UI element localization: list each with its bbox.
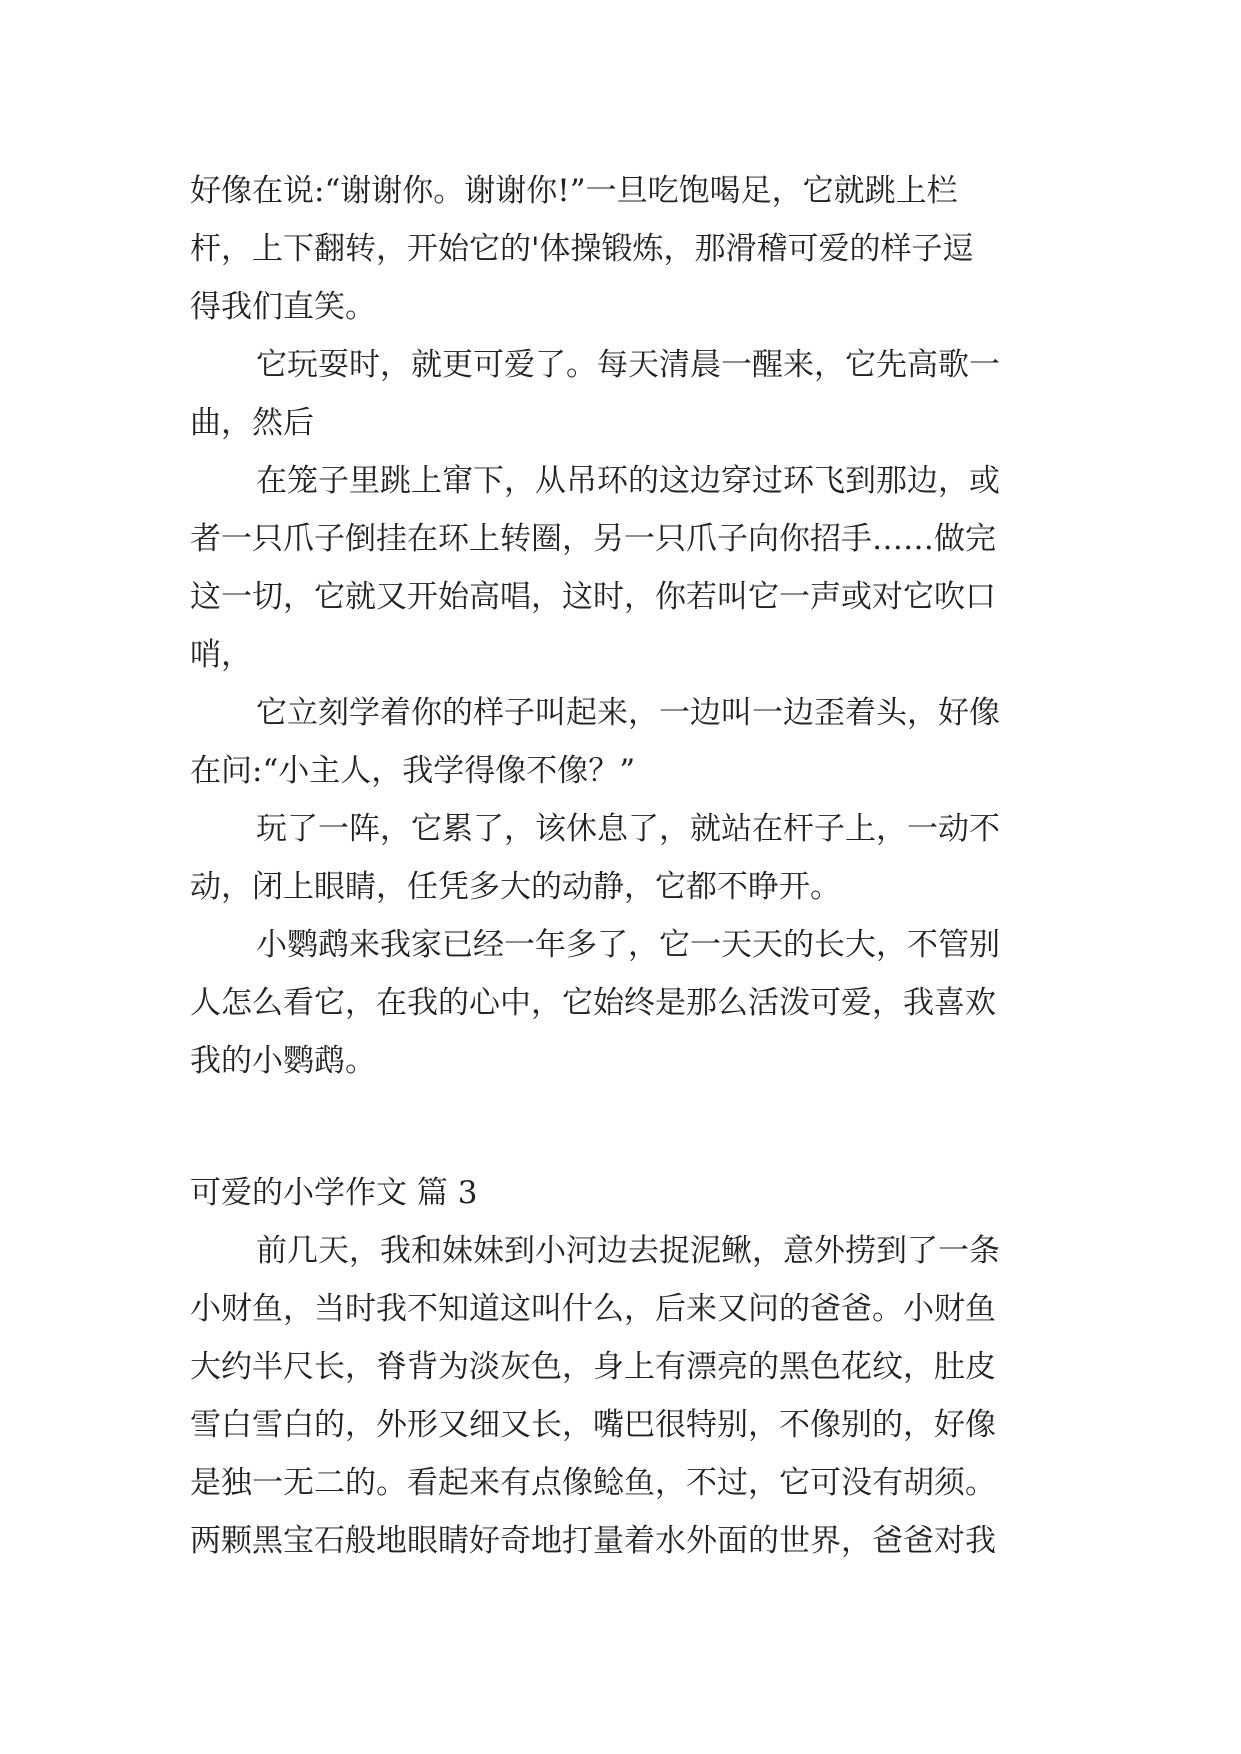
text-line: 大约半尺长，脊背为淡灰色，身上有漂亮的黑色花纹，肚皮 [190, 1349, 996, 1385]
document-body [190, 162, 1070, 1570]
paragraph-first-line: 在笼子里跳上窜下，从吊环的这边穿过环飞到那边，或 [256, 463, 1000, 499]
paragraph-first-line: 小鹦鹉来我家已经一年多了，它一天天的长大，不管别 [256, 927, 1000, 963]
text-line: 我的小鹦鹉。 [190, 1043, 376, 1079]
text-line: 曲，然后 [190, 405, 314, 441]
text-line: 两颗黑宝石般地眼睛好奇地打量着水外面的世界，爸爸对我 [190, 1523, 996, 1559]
text-line: 哨， [190, 637, 252, 673]
text-line: 者一只爪子倒挂在环上转圈，另一只爪子向你招手……做完 [190, 521, 996, 557]
section-heading: 可爱的小学作文 篇 3 [190, 1175, 478, 1211]
text-line: 好像在说:“谢谢你。谢谢你!”一旦吃饱喝足，它就跳上栏 [190, 173, 958, 209]
text-line: 雪白雪白的，外形又细又长，嘴巴很特别，不像别的，好像 [190, 1407, 996, 1443]
text-line: 在问:“小主人，我学得像不像？” [190, 753, 636, 789]
text-line: 是独一无二的。看起来有点像鲶鱼，不过，它可没有胡须。 [190, 1465, 996, 1501]
paragraph-first-line: 前几天，我和妹妹到小河边去捉泥鳅，意外捞到了一条 [256, 1233, 1000, 1269]
paragraph-first-line: 它立刻学着你的样子叫起来，一边叫一边歪着头，好像 [256, 695, 1000, 731]
section-spacer [190, 1090, 1070, 1164]
text-line: 人怎么看它，在我的心中，它始终是那么活泼可爱，我喜欢 [190, 985, 996, 1021]
text-line: 这一切，它就又开始高唱，这时，你若叫它一声或对它吹口 [190, 579, 996, 615]
paragraph-first-line: 玩了一阵，它累了，该休息了，就站在杆子上，一动不 [256, 811, 1000, 847]
text-line: 得我们直笑。 [190, 289, 376, 325]
paragraph-first-line: 它玩耍时，就更可爱了。每天清晨一醒来，它先高歌一 [256, 347, 1000, 383]
text-line: 小财鱼，当时我不知道这叫什么，后来又问的爸爸。小财鱼 [190, 1291, 996, 1327]
text-line: 杆，上下翻转，开始它的'体操锻炼，那滑稽可爱的样子逗 [190, 231, 974, 267]
text-line: 动，闭上眼睛，任凭多大的动静，它都不睁开。 [190, 869, 841, 905]
